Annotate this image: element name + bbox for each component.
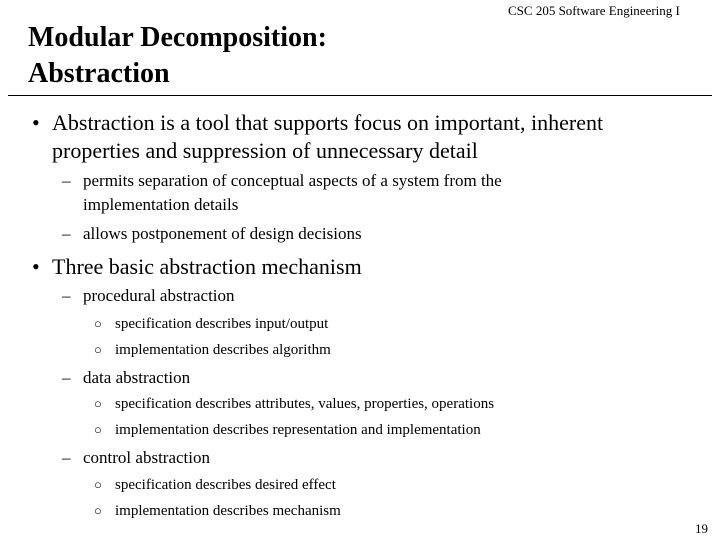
circle-bullet-icon: ○: [94, 316, 102, 331]
dash-icon: –: [62, 171, 71, 190]
circle-bullet-icon: ○: [94, 477, 102, 492]
title-line-1: Modular Decomposition:: [28, 22, 327, 53]
course-header: CSC 205 Software Engineering I: [508, 3, 680, 18]
bullet-dot-icon: •: [32, 110, 40, 135]
dash-icon: –: [62, 448, 71, 467]
circle-bullet-icon: ○: [94, 396, 102, 411]
dash-icon: –: [62, 368, 71, 387]
circle-bullet-icon: ○: [94, 342, 102, 357]
slide-title: [28, 20, 327, 92]
sub-bullet-text: procedural abstraction: [83, 286, 235, 305]
item-text: implementation describes algorithm: [115, 342, 331, 358]
circle-bullet-icon: ○: [94, 422, 102, 437]
bullet-text-line: Three basic abstraction mechanism: [52, 254, 362, 279]
dash-icon: –: [62, 286, 71, 305]
page-number: 19: [695, 521, 708, 536]
bullet-text-line: properties and suppression of unnecessary detail: [52, 138, 478, 163]
bullet-text-line: Abstraction is a tool that supports focus on important, inherent: [52, 110, 604, 135]
sub-bullet-text: data abstraction: [83, 368, 191, 387]
circle-bullet-icon: ○: [94, 503, 102, 518]
sub-bullet-text: implementation details: [83, 195, 239, 214]
dash-icon: –: [62, 224, 71, 243]
item-text: implementation describes representation and implementation: [115, 422, 481, 438]
sub-bullet-text: allows postponement of design decisions: [83, 224, 362, 243]
item-text: implementation describes mechanism: [115, 503, 341, 519]
bullet-dot-icon: •: [32, 254, 40, 279]
item-text: specification describes attributes, values, properties, operations: [115, 396, 495, 412]
item-text: specification describes desired effect: [115, 477, 336, 493]
item-text: specification describes input/output: [115, 316, 329, 332]
sub-bullet-text: control abstraction: [83, 448, 210, 467]
title-divider: [8, 95, 712, 96]
title-line-2: Abstraction: [28, 58, 170, 89]
sub-bullet-text: permits separation of conceptual aspects of a system from the: [83, 171, 502, 190]
